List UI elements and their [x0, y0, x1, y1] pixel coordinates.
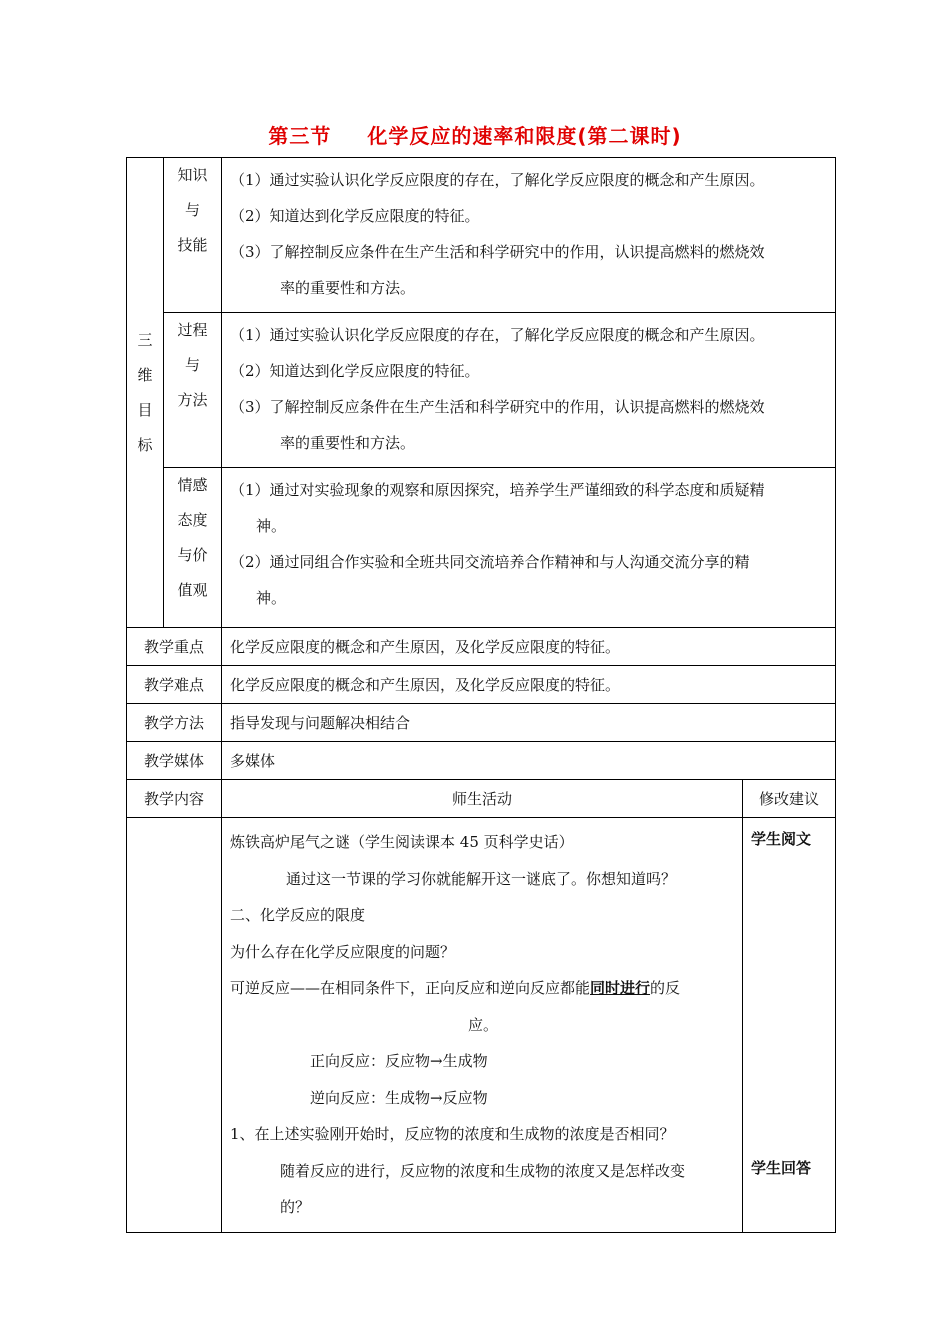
- teaching-difficulty-label: 教学难点: [127, 666, 222, 704]
- title-topic: 化学反应的速率和限度(第二课时): [367, 124, 682, 148]
- suggestions-cell: [743, 818, 836, 1233]
- process-methods-goals: （1）通过实验认识化学反应限度的存在，了解化学反应限度的概念和产生原因。 （2）知道达到化学反应限度的特征。 （3）了解控制反应条件在生产生活和科学研究中的作用，认识提高燃料的燃烧效 率的重要性和方法。: [222, 313, 836, 468]
- teaching-focus-value: 化学反应限度的概念和产生原因，及化学反应限度的特征。: [222, 628, 836, 666]
- process-methods-label: 过程 与 方法: [164, 313, 222, 468]
- teaching-content-cell: [127, 818, 222, 1233]
- teaching-method-value: 指导发现与问题解决相结合: [222, 704, 836, 742]
- note-student-reading: 学生阅文: [751, 830, 812, 848]
- teaching-media-label: 教学媒体: [127, 742, 222, 780]
- teaching-media-value: 多媒体: [222, 742, 836, 780]
- emotion-values-label: 情感 态度 与价 值观: [164, 468, 222, 628]
- emotion-values-goals: （1）通过对实验现象的观察和原因探究，培养学生严谨细致的科学态度和质疑精 神。 （2）通过同组合作实验和全班共同交流培养合作精神和与人沟通交流分享的精 神。: [222, 468, 836, 628]
- note-student-answer: 学生回答: [751, 1159, 812, 1177]
- page-title: [0, 120, 950, 149]
- teaching-difficulty-value: 化学反应限度的概念和产生原因，及化学反应限度的特征。: [222, 666, 836, 704]
- title-section: 第三节: [268, 124, 332, 148]
- header-activities: 师生活动: [222, 780, 743, 818]
- three-dimensional-goals-label: 三 维 目 标: [127, 158, 164, 628]
- teaching-focus-label: 教学重点: [127, 628, 222, 666]
- activities-cell: 炼铁高炉尾气之谜（学生阅读课本 45 页科学史话） 通过这一节课的学习你就能解开这一谜底了。你想知道吗？ 二、化学反应的限度 为什么存在化学反应限度的问题？ 可逆反应——在相同条件下，正向反应和逆向反应都能同时进行的反 应。 正向反应：反应物→生成物 逆向反应：生成物→反应物 1、在上述实验刚开始时，反应物的浓度和生成物的浓度是否相同？ 随着反应的进行，反应物的浓度和生成物的浓度又是怎样改变 的？: [222, 818, 743, 1233]
- knowledge-skills-label: 知识 与 技能: [164, 158, 222, 313]
- lesson-plan-table: [126, 157, 836, 1233]
- teaching-method-label: 教学方法: [127, 704, 222, 742]
- header-teaching-content: 教学内容: [127, 780, 222, 818]
- header-suggestions: 修改建议: [743, 780, 836, 818]
- simultaneous-emphasis: 同时进行: [590, 979, 651, 997]
- knowledge-skills-goals: （1）通过实验认识化学反应限度的存在，了解化学反应限度的概念和产生原因。 （2）知道达到化学反应限度的特征。 （3）了解控制反应条件在生产生活和科学研究中的作用，认识提高燃料的燃烧效 率的重要性和方法。: [222, 158, 836, 313]
